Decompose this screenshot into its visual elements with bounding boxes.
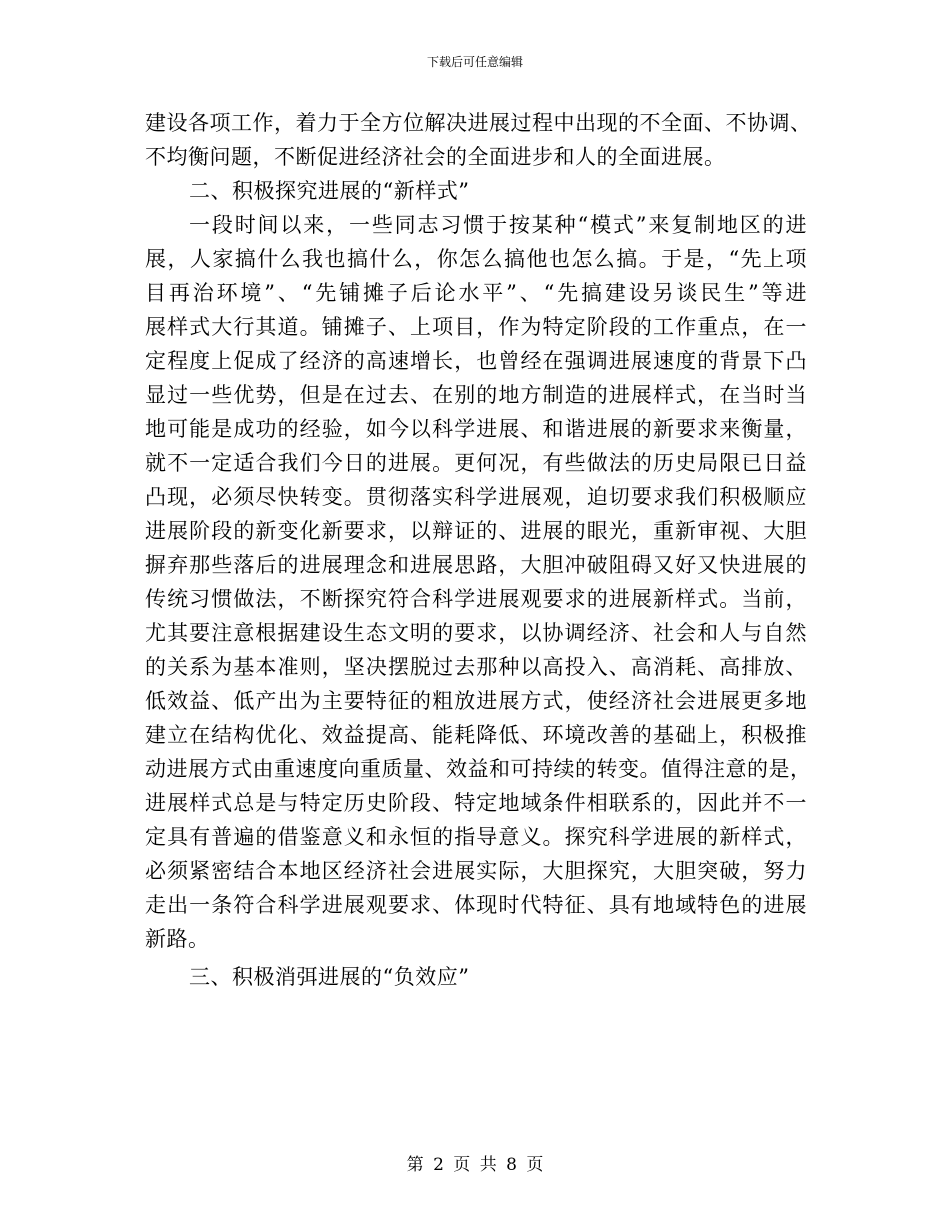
section-heading: 二、积极探究进展的“新样式”: [189, 179, 470, 203]
text-line: 就不一定适合我们今日的进展。更何况，有些做法的历史局限已日益: [145, 451, 807, 475]
text-line: 建立在结构优化、效益提高、能耗降低、环境改善的基础上，积极推: [145, 723, 807, 747]
body-text: [145, 106, 812, 994]
text-line: 一段时间以来，一些同志习惯于按某种“模式”来复制地区的进: [189, 213, 807, 237]
text-line: 定具有普遍的借鉴意义和永恒的指导意义。探究科学进展的新样式，: [145, 825, 807, 849]
text-line: 地可能是成功的经验，如今以科学进展、和谐进展的新要求来衡量，: [145, 417, 807, 441]
text-line: 凸现，必须尽快转变。贯彻落实科学进展观，迫切要求我们积极顺应: [145, 485, 807, 509]
text-line: 定程度上促成了经济的高速增长，也曾经在强调进展速度的背景下凸: [145, 349, 807, 373]
text-line: 摒弃那些落后的进展理念和进展思路，大胆冲破阻碍又好又快进展的: [145, 553, 807, 577]
text-line: 的关系为基本准则，坚决摆脱过去那种以高投入、高消耗、高排放、: [145, 655, 807, 679]
page-number: 第 2 页 共 8 页: [406, 1155, 544, 1175]
text-line: 显过一些优势，但是在过去、在别的地方制造的进展样式，在当时当: [145, 383, 807, 407]
header-note: 下载后可任意编辑: [426, 55, 523, 69]
text-line: 不均衡问题，不断促进经济社会的全面进步和人的全面进展。: [145, 145, 726, 169]
text-line: 展，人家搞什么我也搞什么，你怎么搞他也怎么搞。于是，“先上项: [145, 247, 807, 271]
text-line: 进展样式总是与特定历史阶段、特定地域条件相联系的，因此并不一: [145, 791, 807, 815]
text-line: 尤其要注意根据建设生态文明的要求，以协调经济、社会和人与自然: [145, 621, 807, 645]
text-line: 新路。: [145, 927, 210, 951]
text-line: 展样式大行其道。铺摊子、上项目，作为特定阶段的工作重点，在一: [145, 315, 807, 339]
text-line: 低效益、低产出为主要特征的粗放进展方式，使经济社会进展更多地: [145, 689, 807, 713]
text-line: 目再治环境”、“先铺摊子后论水平”、“先搞建设另谈民生”等进: [145, 281, 807, 305]
text-line: 必须紧密结合本地区经济社会进展实际，大胆探究，大胆突破，努力: [145, 859, 807, 883]
text-line: 走出一条符合科学进展观要求、体现时代特征、具有地域特色的进展: [145, 893, 807, 917]
text-line: 动进展方式由重速度向重质量、效益和可持续的转变。值得注意的是，: [145, 757, 812, 781]
text-line: 建设各项工作，着力于全方位解决进展过程中出现的不全面、不协调、: [145, 111, 812, 135]
text-line: 进展阶段的新变化新要求，以辩证的、进展的眼光，重新审视、大胆: [145, 519, 807, 543]
text-line: 传统习惯做法，不断探究符合科学进展观要求的进展新样式。当前，: [145, 587, 807, 611]
section-heading: 三、积极消弭进展的“负效应”: [189, 965, 470, 989]
